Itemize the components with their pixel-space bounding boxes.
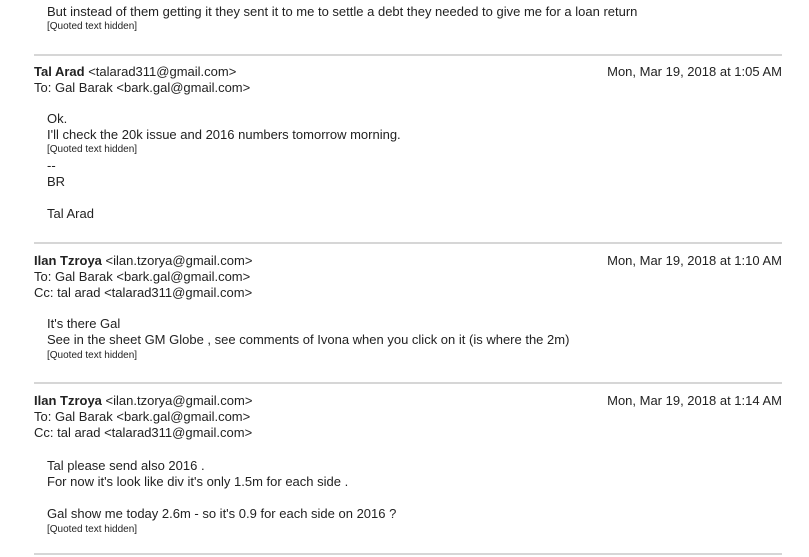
message-separator [34, 382, 782, 384]
sender-email[interactable]: <ilan.tzorya@gmail.com> [105, 393, 253, 408]
body-line: Tal please send also 2016 . [47, 458, 205, 473]
message-body [47, 111, 782, 222]
sender-email[interactable]: <talarad311@gmail.com> [88, 64, 237, 79]
signature-separator: -- [47, 158, 56, 173]
email-message [34, 393, 782, 536]
message-separator [34, 553, 782, 555]
body-line: I'll check the 20k issue and 2016 numbers tomorrow morning. [47, 127, 401, 142]
email-message [34, 253, 782, 362]
sender-email[interactable]: <ilan.tzorya@gmail.com> [105, 253, 253, 268]
message-body [47, 458, 782, 536]
message-date: Mon, Mar 19, 2018 at 1:10 AM [607, 253, 782, 268]
message-separator [34, 54, 782, 56]
message-body [47, 316, 782, 362]
message-header [34, 393, 782, 409]
quoted-text-hidden-link[interactable]: [Quoted text hidden] [47, 21, 138, 32]
body-line: It's there Gal [47, 316, 121, 331]
previous-message-last-line: But instead of them getting it they sent it to me to settle a debt they needed to give me for a loan return [47, 4, 638, 19]
signature-line: BR [47, 174, 66, 189]
sender-name: Ilan Tzroya [34, 393, 102, 408]
message-header [34, 253, 782, 269]
quoted-text-hidden-link[interactable]: [Quoted text hidden] [47, 144, 138, 155]
recipient-to: To: Gal Barak <bark.gal@gmail.com> [34, 269, 251, 284]
recipient-cc: Cc: tal arad <talarad311@gmail.com> [34, 425, 253, 440]
body-line: See in the sheet GM Globe , see comments of Ivona when you click on it (is where the 2m) [47, 332, 570, 347]
body-line: Ok. [47, 111, 68, 126]
message-date: Mon, Mar 19, 2018 at 1:05 AM [607, 64, 782, 79]
signature-name: Tal Arad [47, 206, 94, 221]
message-date: Mon, Mar 19, 2018 at 1:14 AM [607, 393, 782, 408]
recipient-cc: Cc: tal arad <talarad311@gmail.com> [34, 285, 253, 300]
recipient-to: To: Gal Barak <bark.gal@gmail.com> [34, 409, 251, 424]
recipient-to: To: Gal Barak <bark.gal@gmail.com> [34, 80, 251, 95]
body-line: Gal show me today 2.6m - so it's 0.9 for each side on 2016 ? [47, 506, 397, 521]
sender-name: Ilan Tzroya [34, 253, 102, 268]
body-line: For now it's look like div it's only 1.5m for each side . [47, 474, 349, 489]
sender-name: Tal Arad [34, 64, 85, 79]
quoted-text-hidden-link[interactable]: [Quoted text hidden] [47, 350, 138, 361]
email-message [34, 64, 782, 222]
message-separator [34, 242, 782, 244]
quoted-text-hidden-link[interactable]: [Quoted text hidden] [47, 524, 138, 535]
message-header [34, 64, 782, 80]
